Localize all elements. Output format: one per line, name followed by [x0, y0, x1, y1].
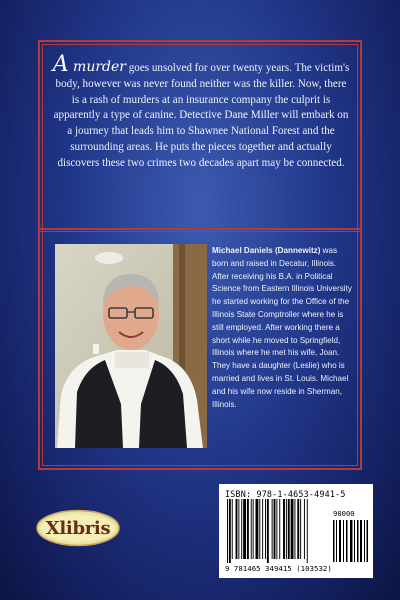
- ean-barcode-bars: [227, 499, 331, 563]
- blurb-lead-word: murder: [68, 59, 126, 75]
- drop-cap-letter: A: [52, 52, 69, 77]
- logo-text: Xlibris: [45, 517, 111, 539]
- price-code: 90000: [333, 509, 355, 518]
- author-bio-text: was born and raised in Decatur, Illinois. After receiving his B.A. in Political Science from Eastern Illinois University he started working for the Office of the Illinois State Comptroller where he is still employed. After working there a short while he moved to Springfield, Illinois where he met his wife, Joan. They have a daughter (Leslie) who is married and lives in St. Louis. Michael and his wife now reside in Sherman, Illinois.: [212, 246, 352, 409]
- isbn-barcode: [219, 484, 373, 578]
- ean-digits: 9 781465 349415 (103532): [225, 564, 332, 573]
- synopsis-blurb: [52, 52, 350, 172]
- price-barcode-bars: [333, 520, 369, 562]
- author-portrait-image: [55, 244, 207, 448]
- author-photo: [55, 244, 207, 448]
- blurb-body-text: goes unsolved for over twenty years. The victim's body, however was never found neither was the killer. Now, there is a rash of murders at an insurance company the culprit is apparently a type of canine. Detective Dane Miller will embark on a journey that leads him to Shawnee National Forest and the surrounding areas. He puts the pieces together and actually discovers these two crimes two decades apart may be connected.: [53, 62, 350, 169]
- author-bio: [212, 245, 352, 411]
- author-name: Michael Daniels (Dannewitz): [212, 246, 321, 255]
- frame-divider: [38, 228, 362, 232]
- xlibris-logo: [36, 509, 120, 547]
- isbn-number: ISBN: 978-1-4653-4941-5: [225, 489, 346, 499]
